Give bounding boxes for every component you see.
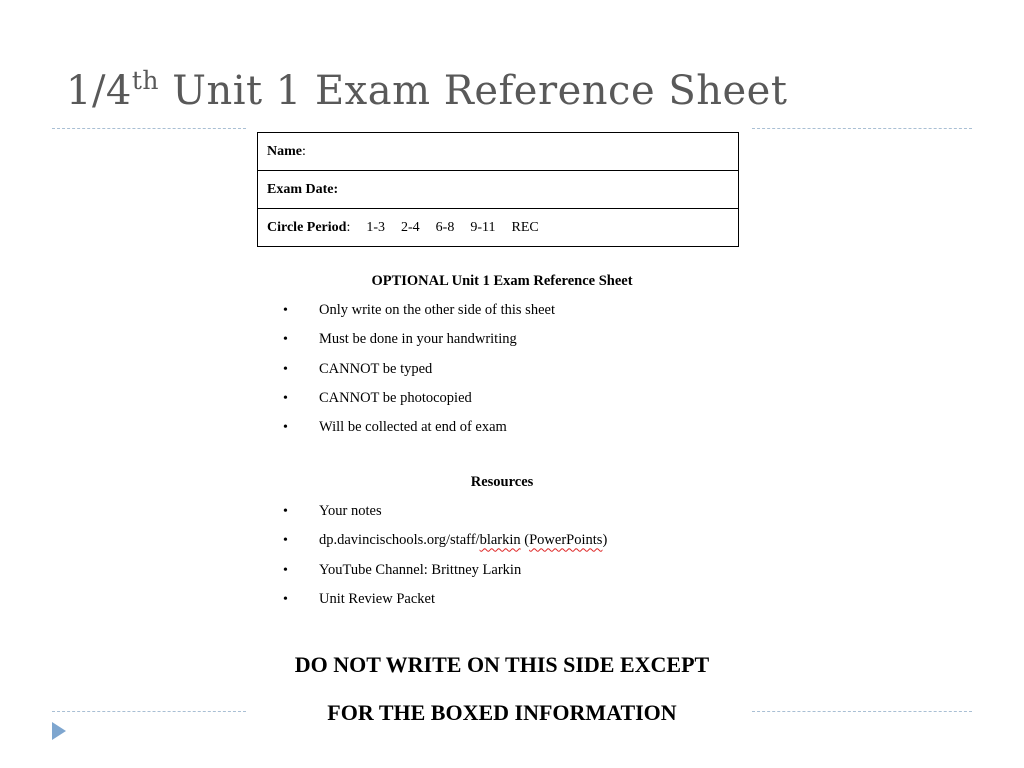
play-arrow-icon[interactable]	[52, 722, 66, 740]
period-option: 6-8	[435, 220, 455, 235]
top-divider-right	[752, 128, 972, 129]
bullet-icon: •	[283, 591, 288, 607]
resources-list	[283, 497, 607, 614]
list-item: • Unit Review Packet	[283, 585, 607, 614]
name-row: Name:	[267, 144, 306, 159]
period-option: 1-3	[366, 220, 385, 235]
bullet-icon: •	[283, 562, 288, 578]
bullet-icon: •	[283, 361, 288, 377]
bullet-icon: •	[283, 332, 288, 348]
period-option: 2-4	[401, 220, 420, 235]
bottom-divider-right	[752, 711, 972, 712]
document-image	[247, 120, 752, 740]
list-item: • YouTube Channel: Brittney Larkin	[283, 556, 607, 585]
bullet-icon: •	[283, 420, 288, 436]
rules-list	[283, 296, 555, 442]
section-heading-resources: Resources	[470, 474, 534, 490]
name-label: Name	[267, 144, 302, 159]
info-box	[257, 132, 739, 247]
list-item: • CANNOT be typed	[283, 355, 555, 384]
list-item: • Will be collected at end of exam	[283, 413, 555, 442]
period-option: REC	[511, 220, 539, 235]
exam-date-row	[258, 170, 738, 208]
bullet-icon: •	[283, 533, 288, 549]
bottom-divider-left	[52, 711, 246, 712]
bullet-icon: •	[283, 390, 288, 406]
list-item: • CANNOT be photocopied	[283, 384, 555, 413]
top-divider-left	[52, 128, 246, 129]
section-heading-optional: OPTIONAL Unit 1 Exam Reference Sheet	[371, 273, 633, 289]
warning-line-1: DO NOT WRITE ON THIS SIDE EXCEPT	[294, 652, 710, 677]
period-row: Circle Period: 1-3 2-4 6-8 9-11 REC	[258, 208, 738, 246]
list-item-link: • dp.davincischools.org/staff/blarkin (PowerPoints)	[283, 526, 607, 555]
period-label: Circle Period	[267, 220, 347, 235]
exam-date-label: Exam Date:	[267, 182, 339, 197]
warning-line-2: FOR THE BOXED INFORMATION	[327, 700, 677, 725]
list-item: • Only write on the other side of this sheet	[283, 296, 555, 325]
list-item: • Must be done in your handwriting	[283, 325, 555, 354]
list-item: • Your notes	[283, 497, 607, 526]
bullet-icon: •	[283, 303, 288, 318]
bullet-icon: •	[283, 504, 288, 519]
period-option: 9-11	[470, 220, 496, 235]
slide-title: 1/4th Unit 1 Exam Reference Sheet	[66, 66, 788, 114]
